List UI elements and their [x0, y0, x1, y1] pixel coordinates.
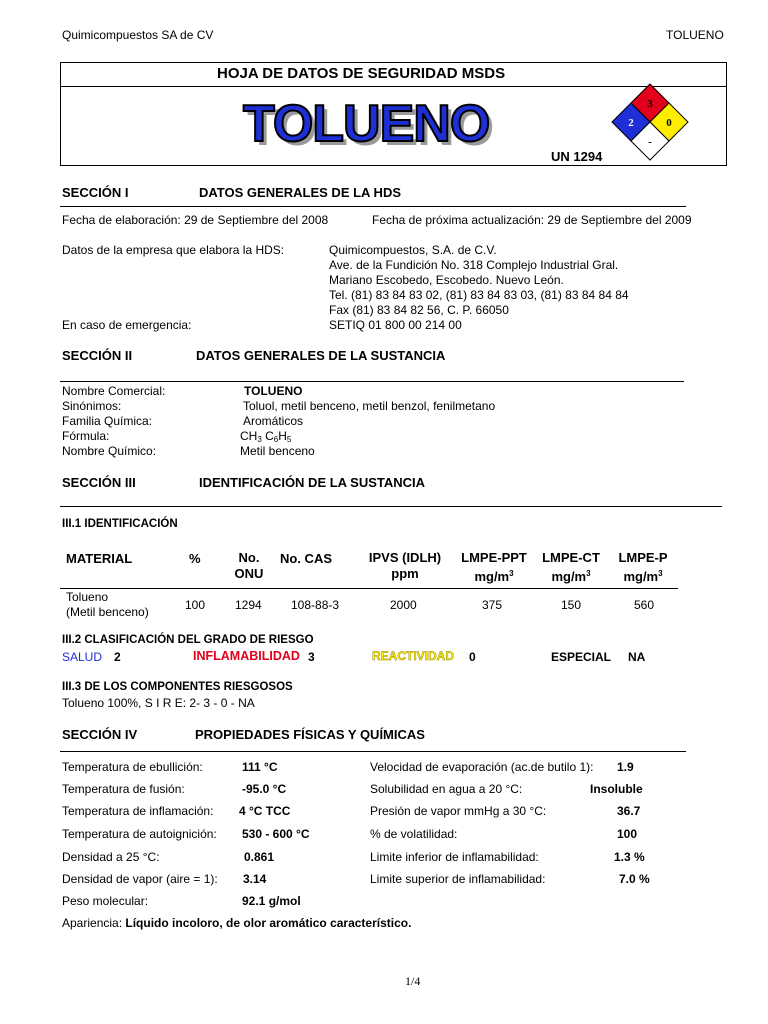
- section4-number: SECCIÓN IV: [62, 727, 138, 742]
- reactividad-value: 0: [469, 650, 476, 664]
- prop-value: 7.0 %: [619, 872, 650, 886]
- sinonimos-value: Toluol, metil benceno, metil benzol, fenilmetano: [243, 399, 496, 413]
- header-company: Quimicompuestos SA de CV: [62, 28, 214, 42]
- prop-label: % de volatilidad:: [370, 827, 458, 841]
- table-header-rule: [60, 588, 678, 589]
- prop-value: 100: [617, 827, 638, 841]
- empresa-line: Quimicompuestos, S.A. de C.V.: [329, 243, 497, 257]
- section2-title: DATOS GENERALES DE LA SUSTANCIA: [196, 348, 446, 363]
- inflamabilidad-label: INFLAMABILIDAD: [193, 649, 300, 663]
- section1-number: SECCIÓN I: [62, 185, 129, 200]
- inflamabilidad-value: 3: [308, 650, 315, 664]
- prop-value: 1.9: [617, 760, 634, 774]
- prop-value: 4 °C TCC: [239, 804, 291, 818]
- prop-value: 36.7: [617, 804, 641, 818]
- diamond-health-value: 2: [628, 117, 634, 129]
- prop-value: 92.1 g/mol: [242, 894, 301, 908]
- td-ipvs: 2000: [390, 598, 417, 612]
- un-number: UN 1294: [551, 149, 603, 164]
- td-lmpe-p: 560: [634, 598, 655, 612]
- section4-rule: [60, 751, 686, 752]
- diamond-reactivity-value: 0: [666, 117, 672, 129]
- formula-value: $CH_3$ $C_6H_5$: [240, 429, 292, 444]
- especial-value: NA: [628, 650, 646, 664]
- th-lmpe-ct: LMPE-CT $mg/m^3$: [542, 550, 600, 584]
- familia-value: Aromáticos: [243, 414, 304, 428]
- sinonimos-label: Sinónimos:: [62, 399, 122, 413]
- section1-rule: [60, 206, 686, 207]
- empresa-line: Fax (81) 83 84 82 56, C. P. 66050: [329, 303, 509, 317]
- fecha-actualizacion: Fecha de próxima actualización: 29 de Septiembre del 2009: [372, 213, 692, 227]
- section1-title: DATOS GENERALES DE LA HDS: [199, 185, 402, 200]
- reactividad-label: REACTIVIDAD: [372, 649, 455, 663]
- prop-value: -95.0 °C: [242, 782, 287, 796]
- especial-label: ESPECIAL: [551, 650, 612, 664]
- td-no-cas: 108-88-3: [291, 598, 340, 612]
- page-number: 1/4: [405, 974, 421, 988]
- prop-label: Densidad de vapor (aire = 1):: [62, 872, 218, 886]
- salud-value: 2: [114, 650, 121, 664]
- prop-label: Peso molecular:: [62, 894, 149, 908]
- sub-identificacion: III.1 IDENTIFICACIÓN: [62, 518, 178, 530]
- document-heading: HOJA DE DATOS DE SEGURIDAD MSDS: [217, 65, 506, 82]
- header-product: TOLUENO: [666, 28, 724, 42]
- sub-componentes: III.3 DE LOS COMPONENTES RIESGOSOS: [62, 681, 293, 693]
- emergencia-label: En caso de emergencia:: [62, 318, 192, 332]
- prop-label: Solubilidad en agua a 20 °C:: [370, 782, 523, 796]
- nombre-quimico-label: Nombre Químico:: [62, 444, 157, 458]
- prop-label: Limite inferior de inflamabilidad:: [370, 850, 539, 864]
- section3-number: SECCIÓN III: [62, 475, 136, 490]
- prop-value: 3.14: [243, 872, 267, 886]
- nombre-quimico-value: Metil benceno: [240, 444, 315, 458]
- section2-rule: [60, 381, 684, 382]
- product-big-title: TOLUENO: [243, 95, 490, 153]
- th-material: MATERIAL: [66, 551, 133, 566]
- th-pct: %: [189, 551, 201, 566]
- empresa-line: Tel. (81) 83 84 83 02, (81) 83 84 83 03, (81) 83 84 84 84: [329, 288, 629, 302]
- empresa-line: Mariano Escobedo, Escobedo. Nuevo León.: [329, 273, 564, 287]
- formula-label: Fórmula:: [62, 429, 110, 443]
- prop-label: Temperatura de inflamación:: [62, 804, 214, 818]
- prop-value: 530 - 600 °C: [242, 827, 310, 841]
- th-lmpe-ppt: LMPE-PPT $mg/m^3$: [461, 550, 527, 584]
- td-lmpe-ct: 150: [561, 598, 582, 612]
- nombre-comercial-value: TOLUENO: [244, 384, 303, 398]
- td-no-onu: 1294: [235, 598, 262, 612]
- prop-label: Temperatura de ebullición:: [62, 760, 203, 774]
- fecha-elaboracion: Fecha de elaboración: 29 de Septiembre del 2008: [62, 213, 329, 227]
- nombre-comercial-label: Nombre Comercial:: [62, 384, 166, 398]
- familia-label: Familia Química:: [62, 414, 153, 428]
- prop-label: Temperatura de fusión:: [62, 782, 185, 796]
- td-material: Tolueno (Metil benceno): [66, 590, 149, 619]
- prop-value: Insoluble: [590, 782, 643, 796]
- prop-label: Densidad a 25 °C:: [62, 850, 160, 864]
- prop-value: 1.3 %: [614, 850, 645, 864]
- apariencia: Apariencia: Líquido incoloro, de olor aromático característico.: [62, 916, 412, 930]
- prop-label: Velocidad de evaporación (ac.de butilo 1):: [370, 760, 594, 774]
- td-pct: 100: [185, 598, 206, 612]
- section2-number: SECCIÓN II: [62, 348, 133, 363]
- th-no-onu: No. ONU: [234, 550, 264, 581]
- section4-title: PROPIEDADES FÍSICAS Y QUÍMICAS: [195, 727, 425, 742]
- th-no-cas: No. CAS: [280, 551, 332, 566]
- th-ipvs: IPVS (IDLH) ppm: [368, 550, 442, 581]
- td-lmpe-ppt: 375: [482, 598, 503, 612]
- th-lmpe-p: LMPE-P $mg/m^3$: [618, 550, 668, 584]
- prop-label: Temperatura de autoignición:: [62, 827, 217, 841]
- prop-value: 111 °C: [242, 760, 278, 774]
- diamond-flammability-value: 3: [647, 98, 653, 110]
- emergencia-value: SETIQ 01 800 00 214 00: [329, 318, 462, 332]
- prop-label: Presión de vapor mmHg a 30 °C:: [370, 804, 547, 818]
- empresa-label: Datos de la empresa que elabora la HDS:: [62, 243, 285, 257]
- prop-value: 0.861: [244, 850, 275, 864]
- sub-clasificacion: III.2 CLASIFICACIÓN DEL GRADO DE RIESGO: [62, 634, 314, 646]
- empresa-line: Ave. de la Fundición No. 318 Complejo Industrial Gral.: [329, 258, 619, 272]
- diamond-special-value: -: [648, 136, 652, 148]
- nfpa-diamond-icon: [610, 82, 690, 162]
- salud-label: SALUD: [62, 650, 103, 664]
- prop-label: Limite superior de inflamabilidad:: [370, 872, 546, 886]
- section3-rule: [60, 506, 722, 507]
- section3-title: IDENTIFICACIÓN DE LA SUSTANCIA: [199, 475, 426, 490]
- componentes-text: Tolueno 100%, S I R E: 2- 3 - 0 - NA: [62, 696, 255, 710]
